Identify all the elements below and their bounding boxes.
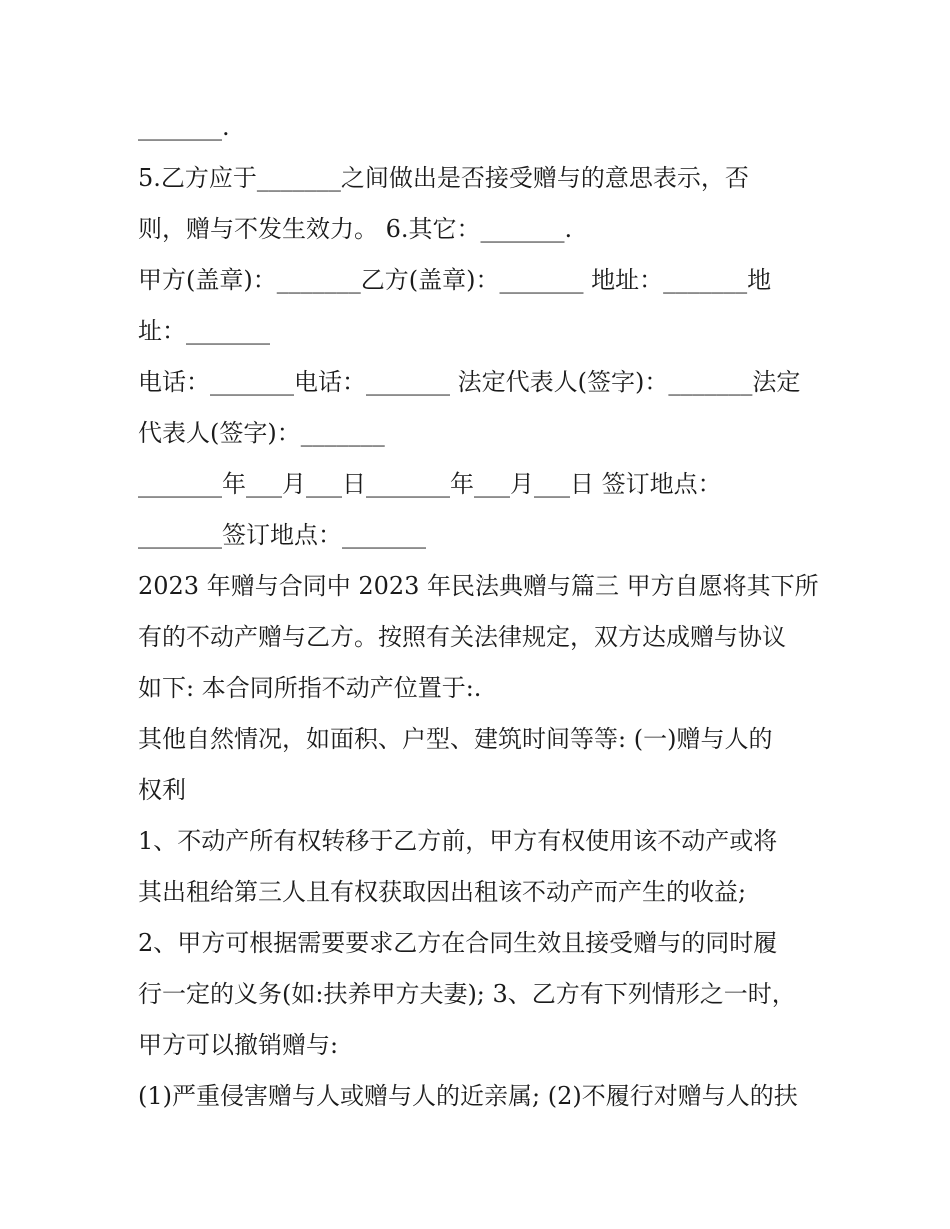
- text-line: 权利: [138, 776, 186, 804]
- text-line: 有的不动产赠与乙方。按照有关法律规定，双方达成赠与协议: [138, 623, 786, 651]
- text-line: 2023 年赠与合同中 2023 年民法典赠与篇三 甲方自愿将其下所: [138, 572, 819, 600]
- text-line: 甲方可以撤销赠与:: [138, 1031, 339, 1059]
- text-line: 电话：_______电话：_______ 法定代表人(签字)：_______法定: [138, 368, 801, 396]
- text-line: 址：_______: [138, 317, 270, 345]
- text-line: 代表人(签字)：_______: [138, 419, 385, 447]
- text-line: 其他自然情况，如面积、户型、建筑时间等等: (一)赠与人的: [138, 725, 773, 753]
- text-line: _______签订地点：_______: [138, 521, 426, 549]
- text-line: _______.: [138, 113, 230, 141]
- text-line: 2、甲方可根据需要要求乙方在合同生效且接受赠与的同时履: [138, 929, 778, 957]
- text-line: 甲方(盖章)：_______乙方(盖章)：_______ 地址：_______地: [138, 266, 772, 294]
- text-line: 其出租给第三人且有权获取因出租该不动产而产生的收益;: [138, 878, 747, 906]
- text-line: 行一定的义务(如:扶养甲方夫妻); 3、乙方有下列情形之一时，: [138, 980, 796, 1008]
- text-line: 则，赠与不发生效力。 6.其它：_______.: [138, 215, 573, 243]
- text-line: _______年___月___日_______年___月___日 签订地点：: [138, 470, 722, 498]
- text-line: (1)严重侵害赠与人或赠与人的近亲属; (2)不履行对赠与人的扶: [138, 1082, 798, 1110]
- text-line: 如下: 本合同所指不动产位置于:.: [138, 674, 482, 702]
- text-line: 1、不动产所有权转移于乙方前，甲方有权使用该不动产或将: [138, 827, 778, 855]
- document-body: [138, 102, 828, 1122]
- text-line: 5.乙方应于_______之间做出是否接受赠与的意思表示，否: [138, 164, 749, 192]
